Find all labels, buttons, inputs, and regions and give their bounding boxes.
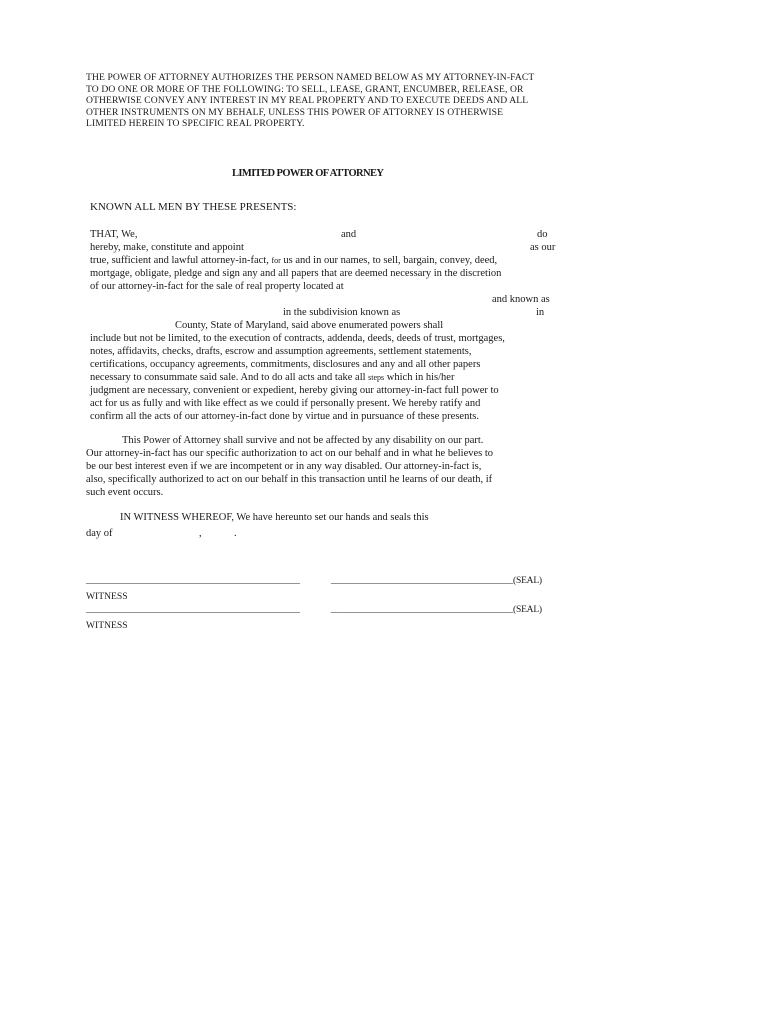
para2-line: such event occurs. xyxy=(86,487,164,498)
para1-line12 xyxy=(90,371,454,384)
witness-label: WITNESS xyxy=(86,591,128,602)
signer-line: ________________________________________ xyxy=(331,605,514,615)
para1-line12-a: necessary to consummate said sale. And to do all acts and take all xyxy=(90,372,366,383)
signer-signature-line xyxy=(331,605,542,615)
para2-line: also, specifically authorized to act on our behalf in this transaction until he learns of our death, if xyxy=(86,474,493,485)
para1-line10: notes, affidavits, checks, drafts, escrow and assumption agreements, settlement statements, xyxy=(90,346,472,357)
signer-signature-line xyxy=(331,576,542,586)
and-text: and xyxy=(341,229,357,240)
intro-line: KNOWN ALL MEN BY THESE PRESENTS: xyxy=(90,201,297,213)
para1-line3 xyxy=(90,254,497,267)
notice-line: OTHER INSTRUMENTS ON MY BEHALF, UNLESS THIS POWER OF ATTORNEY IS OTHERWISE xyxy=(86,106,504,118)
para2-line: Our attorney-in-fact has our specific authorization to act on our behalf and in what he believes to xyxy=(86,448,494,459)
para1-line3-a: true, sufficient and lawful attorney-in-fact, xyxy=(90,255,269,266)
para1-line11: certifications, occupancy agreements, commitments, disclosures and any and all other papers xyxy=(90,359,481,370)
notice-line: TO DO ONE OR MORE OF THE FOLLOWING: TO SELL, LEASE, GRANT, ENCUMBER, RELEASE, OR xyxy=(86,83,524,95)
known-as-text: and known as xyxy=(492,294,550,305)
seal-label: (SEAL) xyxy=(513,605,542,615)
notice-block xyxy=(86,72,534,130)
para1-line13: judgment are necessary, convenient or expedient, hereby giving our attorney-in-fact full power to xyxy=(90,385,499,396)
seal-label: (SEAL) xyxy=(513,576,542,586)
para1-line4: mortgage, obligate, pledge and sign any and all papers that are deemed necessary in the discretion xyxy=(90,268,502,279)
witness-signature-line: _______________________________________________ xyxy=(86,605,300,615)
subdivision-text: in the subdivision known as xyxy=(283,307,401,318)
notice-line: THE POWER OF ATTORNEY AUTHORIZES THE PERSON NAMED BELOW AS MY ATTORNEY-IN-FACT xyxy=(86,72,535,83)
para2-line: This Power of Attorney shall survive and not be affected by any disability on our part. xyxy=(122,435,484,446)
para1-line9: include but not be limited, to the execution of contracts, addenda, deeds, deeds of trust, mortgages, xyxy=(90,333,505,344)
para2-line: be our best interest even if we are incompetent or in any way disabled. Our attorney-in-fact is, xyxy=(86,461,482,472)
para1-line5: of our attorney-in-fact for the sale of real property located at xyxy=(90,281,344,292)
para1-line15: confirm all the acts of our attorney-in-fact done by virtue and in pursuance of these presents. xyxy=(90,411,479,422)
steps-text: steps xyxy=(368,373,385,382)
do-text: do xyxy=(537,229,548,240)
appoint-text: hereby, make, constitute and appoint xyxy=(90,242,244,253)
notice-line: OTHERWISE CONVEY ANY INTEREST IN MY REAL PROPERTY AND TO EXECUTE DEEDS AND ALL xyxy=(86,95,529,107)
comma-text: , xyxy=(199,528,202,539)
day-of-text: day of xyxy=(86,528,113,539)
that-we-text: THAT, We, xyxy=(90,229,138,240)
para1-line3-b: us and in our names, to sell, bargain, convey, deed, xyxy=(283,255,498,266)
as-our-text: as our xyxy=(530,242,556,253)
county-text: County, State of Maryland, said above enumerated powers shall xyxy=(175,320,444,331)
witness-label: WITNESS xyxy=(86,620,128,631)
witness-whereof-text: IN WITNESS WHEREOF, We have hereunto set our hands and seals this xyxy=(120,512,429,523)
period-text: . xyxy=(234,528,237,539)
in-text: in xyxy=(536,307,545,318)
notice-line: LIMITED HEREIN TO SPECIFIC REAL PROPERTY. xyxy=(86,118,305,130)
for-text: for xyxy=(271,256,281,265)
para1-line14: act for us as fully and with like effect as we could if personally present. We hereby ratify and xyxy=(90,398,481,409)
signer-line: ________________________________________ xyxy=(331,576,514,586)
witness-signature-line: _______________________________________________ xyxy=(86,576,300,586)
document-title: LIMITED POWER OF ATTORNEY xyxy=(232,168,384,179)
para1-line12-b: which in his/her xyxy=(386,372,455,383)
